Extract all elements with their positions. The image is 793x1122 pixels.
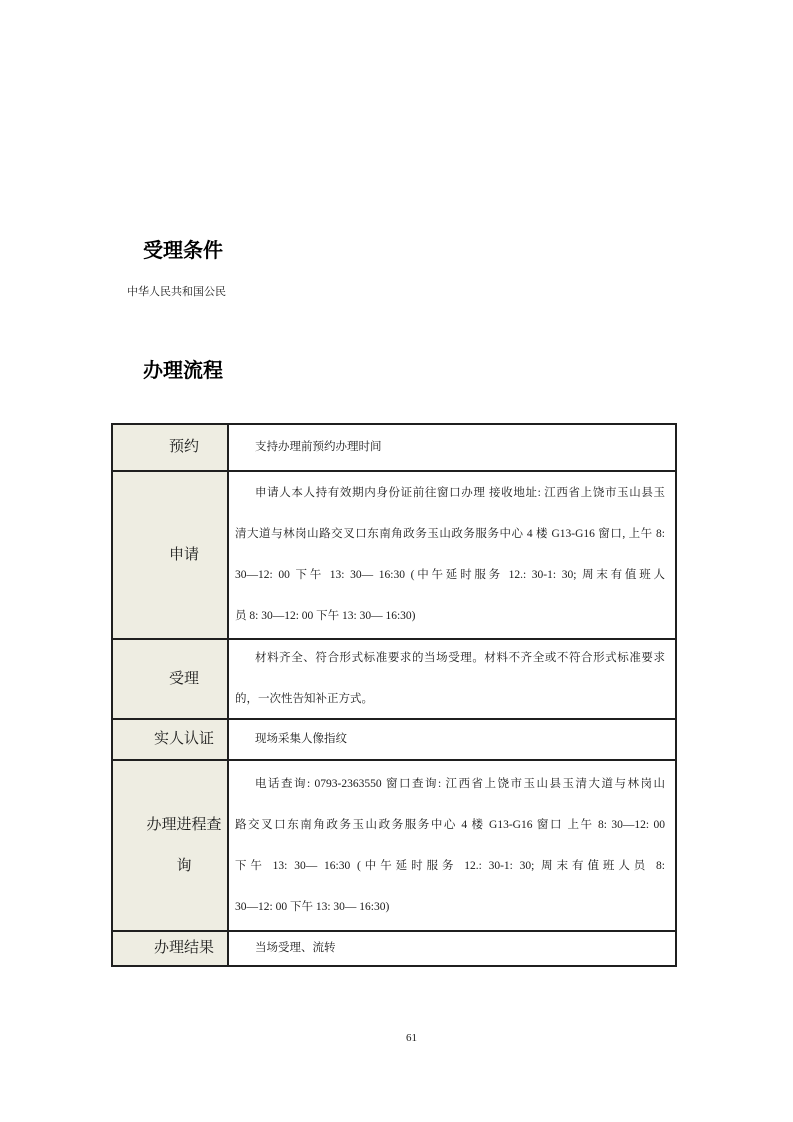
row-content-cell: [229, 720, 675, 759]
table-row-progress-inquiry: [113, 759, 675, 930]
content-line: 30—12: 00 下午 13: 30— 16:30 (中午延时服务 12.: 30-1: 30; 周末有值班人: [235, 569, 665, 581]
row-label: 办理进程查询: [146, 816, 222, 874]
content-line: 30—12: 00 下午 13: 30— 16:30): [235, 900, 390, 913]
row-content-cell: [229, 472, 675, 638]
paragraph-citizenship: 中华人民共和国公民: [127, 286, 226, 298]
content-line: 当场受理、流转: [255, 942, 336, 954]
row-label: 申请: [168, 546, 199, 563]
table-row-identity-verification: [113, 718, 675, 759]
content-line: 路交叉口东南角政务玉山政务服务中心 4 楼 G13-G16 窗口 上午 8: 30—12: 00: [235, 818, 665, 831]
content-line: 申请人本人持有效期内身份证前往窗口办理 接收地址: 江西省上饶市玉山县玉: [255, 487, 665, 499]
row-label-cell: [113, 640, 229, 718]
row-content: [235, 720, 665, 759]
heading-process-flow: 办理流程: [143, 360, 223, 382]
page-number: 61: [406, 1032, 417, 1044]
row-label: 办理结果: [153, 940, 214, 956]
row-content: [235, 932, 665, 965]
row-content-cell: [229, 640, 675, 718]
row-content-cell: [229, 425, 675, 470]
row-content-cell: [229, 761, 675, 930]
row-content: [235, 427, 665, 468]
content-line: 支持办理前预约办理时间: [255, 441, 382, 453]
content-line: 清大道与林岗山路交叉口东南角政务玉山政务服务中心 4 楼 G13-G16 窗口, 上午 8:: [235, 528, 665, 540]
content-line: 现场采集人像指纹: [255, 733, 347, 745]
content-line: 员 8: 30—12: 00 下午 13: 30— 16:30): [235, 610, 416, 622]
table-row-acceptance: [113, 638, 675, 718]
heading-acceptance-conditions: 受理条件: [143, 240, 223, 262]
table-row-application: [113, 470, 675, 638]
row-content: [235, 473, 665, 637]
table-row-appointment: [113, 425, 675, 470]
content-line: 下午 13: 30— 16:30 (中午延时服务 12.: 30-1: 30; 周末有值班人员 8:: [235, 859, 665, 872]
row-content: [235, 764, 665, 928]
row-label-cell: [113, 932, 229, 965]
row-label-cell: [113, 720, 229, 759]
content-line: 电话查询: 0793-2363550 窗口查询: 江西省上饶市玉山县玉清大道与林岗山: [255, 777, 665, 790]
content-line: 的，一次性告知补正方式。: [235, 693, 373, 705]
row-content-cell: [229, 932, 675, 965]
row-label-cell: [113, 425, 229, 470]
content-line: 材料齐全、符合形式标准要求的当场受理。材料不齐全或不符合形式标准要求: [255, 652, 665, 664]
row-label-cell: [113, 472, 229, 638]
row-label: 受理: [168, 670, 199, 687]
row-content: [235, 640, 665, 718]
row-label-cell: [113, 761, 229, 930]
process-table: [111, 423, 677, 967]
row-label: 预约: [168, 439, 199, 455]
table-row-result: [113, 930, 675, 965]
row-label: 实人认证: [153, 731, 214, 747]
